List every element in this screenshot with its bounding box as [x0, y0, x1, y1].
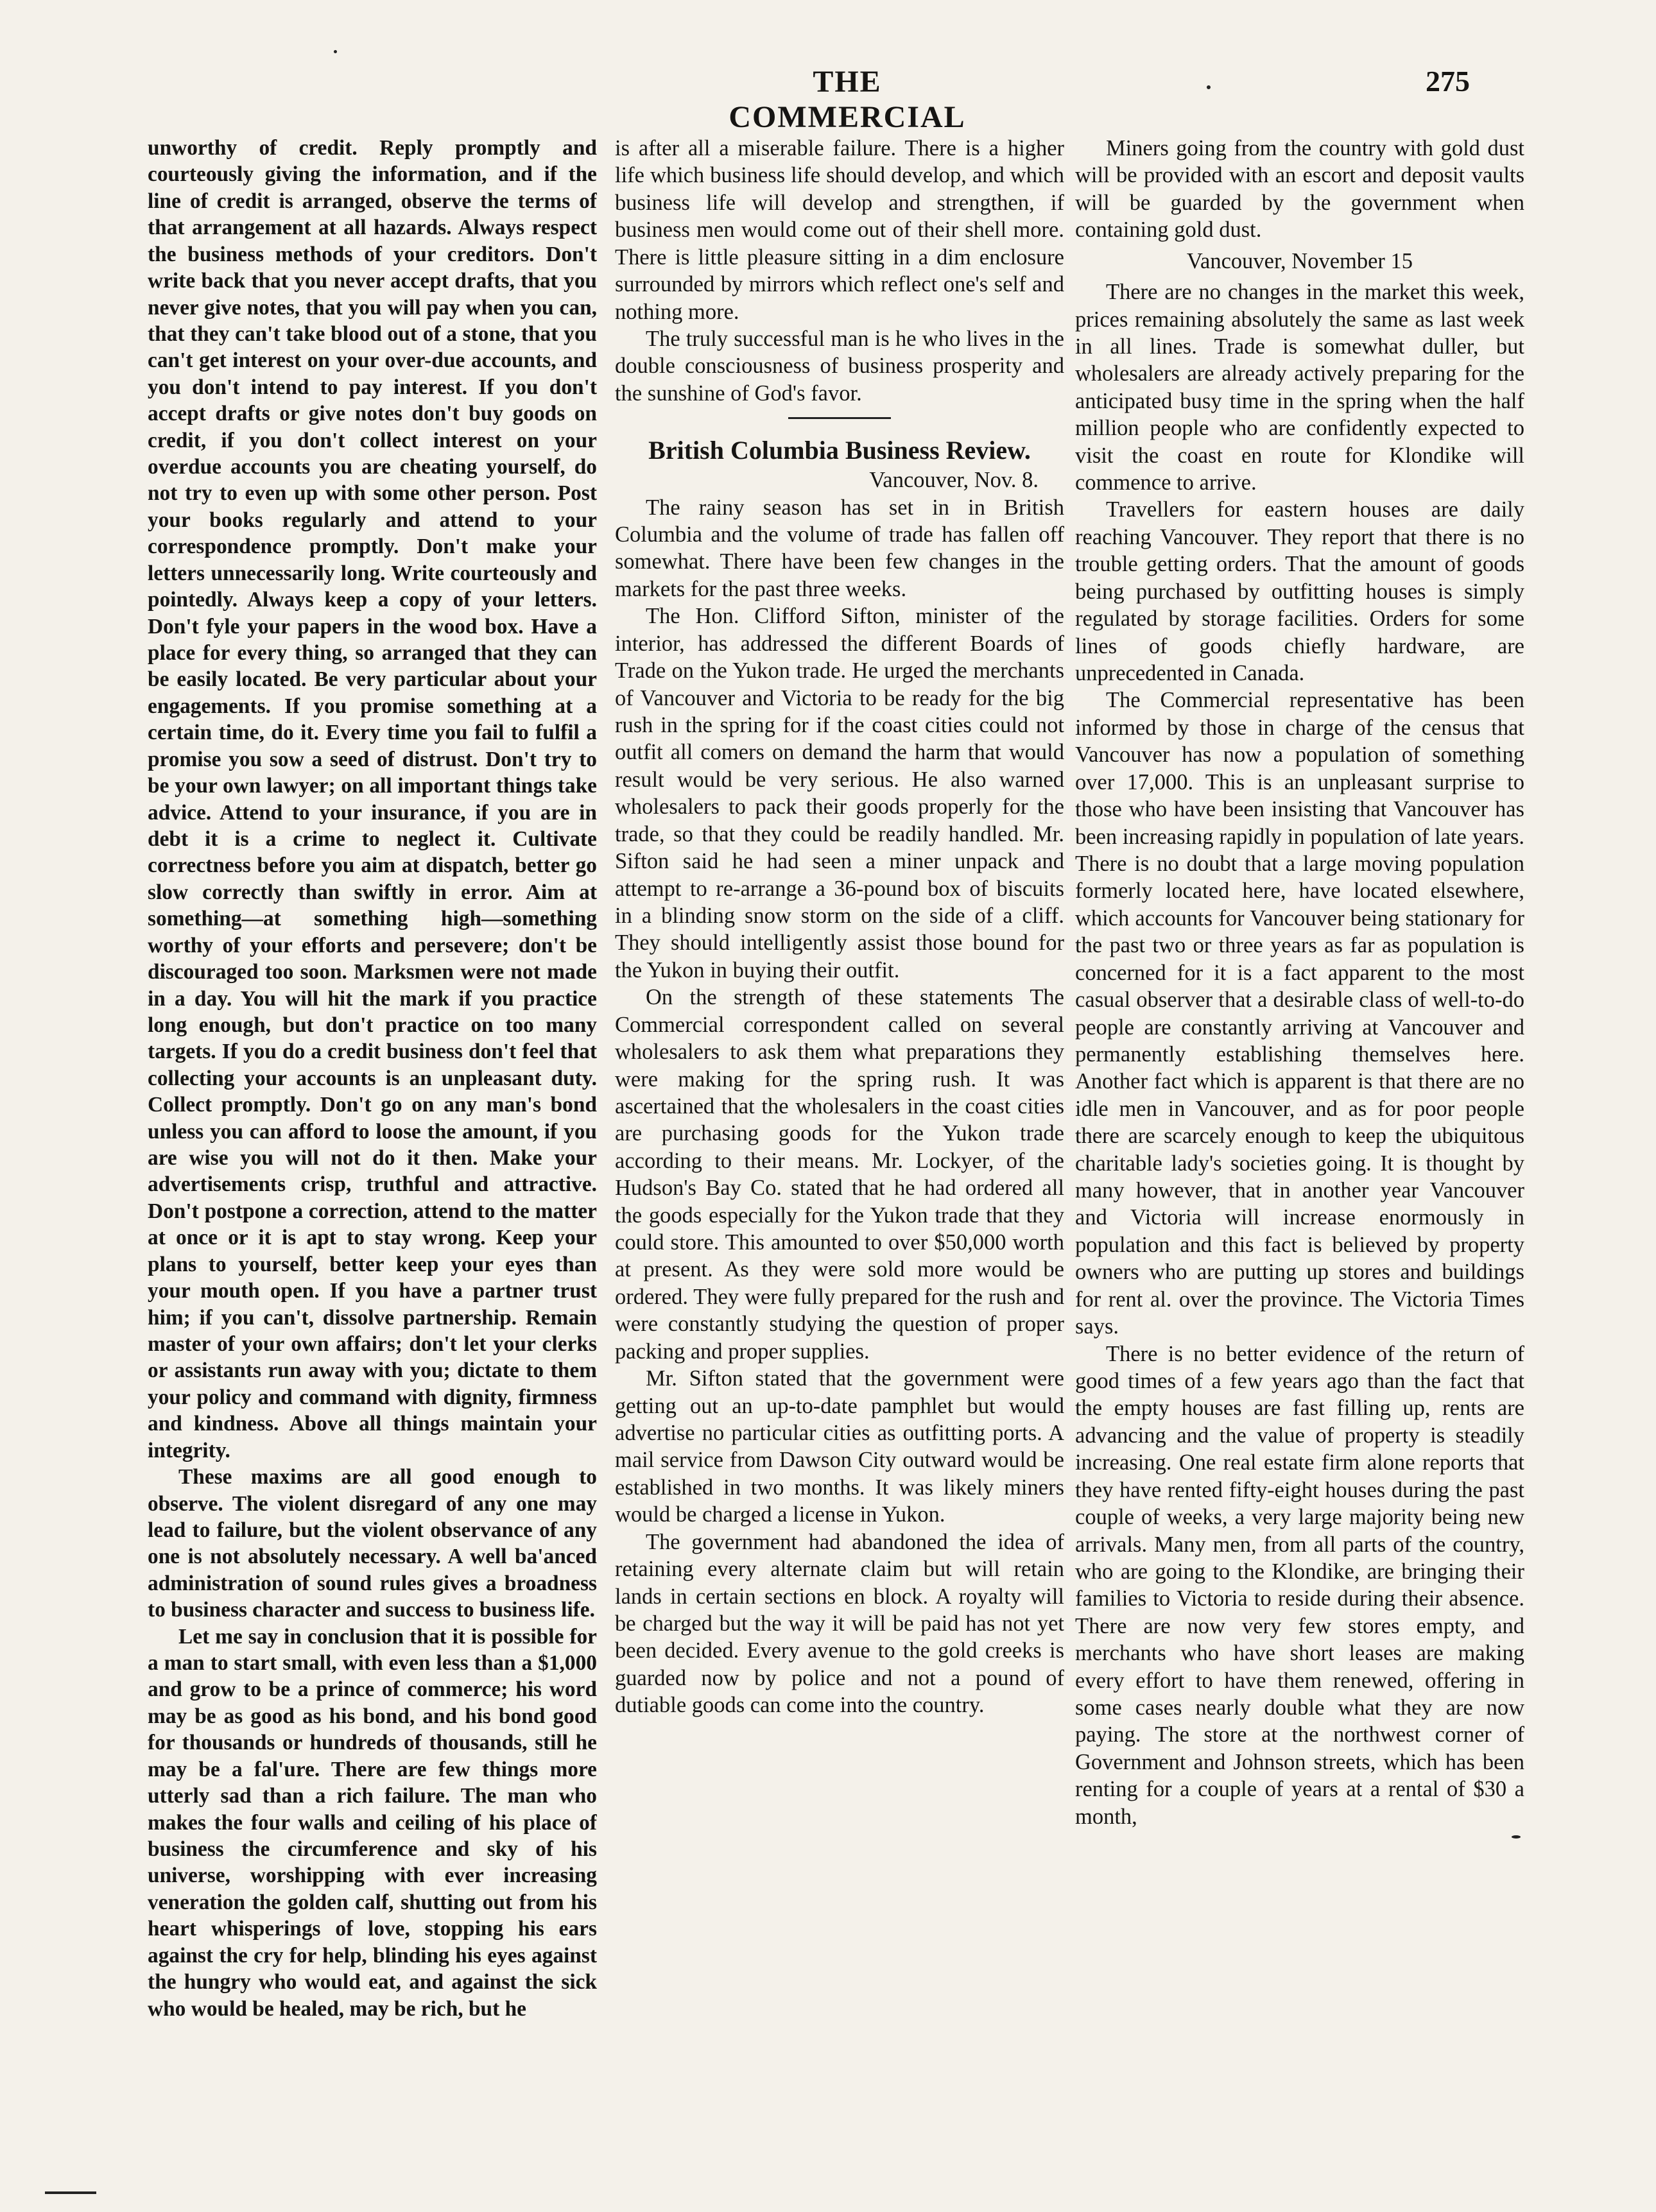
ink-speck: [1207, 85, 1211, 89]
paragraph: The government had abandoned the idea of retaining every alternate claim but will retain lands in certain sections en block. A royalty will be charged but the way it will be paid has not yet been decided. Every avenue to the gold creeks is guarded now by police and not a pound of dutiable goods can come into the country.: [615, 1529, 1064, 1718]
page-header: [0, 0, 1656, 134]
paragraph: The Hon. Clifford Sifton, minister of the interior, has addressed the different Boards of Trade on the Yukon trade. He urged the merchants of Vancouver and Victoria to be ready for the big rush in the spring for if the coast cities could not outfit all comers on demand the harm that would result would be very serious. He also warned wholesalers to pack their goods properly for the trade, so that they could be readily handled. Mr. Sifton said he had seen a miner unpack and attempt to re-arrange a 36-pound box of biscuits in a blinding snow storm on the side of a cliff. They should intelligently assist those bound for the Yukon in buying their outfit.: [615, 604, 1064, 982]
page-number: 275: [1426, 65, 1470, 98]
article-dateline: Vancouver, November 15: [1186, 248, 1413, 273]
paragraph: These maxims are all good enough to observe. The violent disregard of any one may lead to failure, but the violent observance of any one is not absolutely necessary. A well ba'anced administration of sound rules gives a broadness to business character and success to business life.: [148, 1465, 597, 1622]
paragraph: The Commercial representative has been informed by those in charge of the census that Vancouver has now a population of something over 17,000. This is an unpleasant surprise to those who have been insisting that Vancouver has been increasing rapidly in population of late years. There is no doubt that a large moving population formerly located here, have located elsewhere, which accounts for Vancouver being stationary for the past two or three years as far as population is concerned for it is a fact apparent to the most casual observer that a desirable class of well-to-do people are constantly arriving at Vancouver and permanently establishing themselves here. Another fact which is apparent is that there are no idle men in Vancouver, and as for poor people there are scarcely enough to keep the ubiquitous charitable lady's societies going. It is thought by many however, that in another year Vancouver and Victoria will increase enormously in population and this fact is believed by property owners who are putting up stores and buildings for rent al. over the province. The Victoria Times says.: [1075, 688, 1524, 1339]
paragraph: Travellers for eastern houses are daily reaching Vancouver. They report that there is no trouble getting orders. That the amount of goods being purchased by outfitting houses is simply regulated by storage facilities. Orders for some lines of goods chiefly hardware, are unprecedented in Canada.: [1075, 497, 1524, 686]
article-dateline: Vancouver, Nov. 8.: [869, 468, 1039, 493]
paragraph: There is no better evidence of the return of good times of a few years ago than the fact that the empty houses are fast filling up, rents are advancing and the value of property is steadily increasing. One real estate firm alone reports that they have rented fifty-eight houses during the past couple of weeks, a very large majority being new arrivals. Many men, from all parts of the country, who are going to the Klondike, are bringing their families to Victoria to reside during their absence. There are now very few stores empty, and merchants who have short leases are making every effort to have them renewed, offering in some cases nearly double what they are now paying. The store at the northwest corner of Government and Johnson streets, which has been renting for a couple of years at a rental of $30 a month,: [1075, 1341, 1524, 1829]
paragraph: Miners going from the country with gold dust will be provided with an escort and deposit vaults will be guarded by the government when containing gold dust.: [1075, 136, 1524, 243]
publication-title: THE COMMERCIAL: [729, 65, 966, 134]
section-divider: [788, 417, 891, 419]
column-middle: [615, 135, 1064, 2073]
paragraph: is after all a miserable failure. There is a higher life which business life should develop, and which business life will develop and strengthen, if business men would come out of their shell more. There is little pleasure sitting in a dim enclosure surrounded by mirrors which reflect one's self and nothing more.: [615, 136, 1064, 324]
paragraph: The rainy season has set in in British Columbia and the volume of trade has fallen off somewhat. There have been few changes in the markets for the past three weeks.: [615, 495, 1064, 601]
paragraph: Mr. Sifton stated that the government were getting out an up-to-date pamphlet but would advertise no particular cities as outfitting ports. A mail service from Dawson City outward would be established in two months. It was likely miners would be charged a license in Yukon.: [615, 1366, 1064, 1527]
ink-speck: [334, 50, 337, 53]
margin-mark: [45, 2191, 96, 2194]
paragraph: There are no changes in the market this week, prices remaining absolutely the same as last week in all lines. Trade is somewhat duller, but wholesalers are already actively preparing for the anticipated busy time in the spring when the half million people who are confidently expected to visit the coast en route for Klondike will commence to arrive.: [1075, 280, 1524, 495]
column-left: [148, 135, 597, 2073]
paragraph: unworthy of credit. Reply promptly and courteously giving the information, and if the line of credit is arranged, observe the terms of that arrangement at all hazards. Always respect the business methods of your creditors. Don't write back that you never accept drafts, that you never give notes, that you will pay when you can, that they can't take blood out of a stone, that you can't get interest on your over-due accounts, and you don't intend to pay interest. If you don't accept drafts or give notes don't buy goods on credit, if you don't collect interest on your overdue accounts you are cheating yourself, do not try to even up with some other person. Post your books regularly and attend to your correspondence promptly. Don't make your letters unnecessarily long. Write courteously and pointedly. Always keep a copy of your letters. Don't fyle your papers in the wood box. Have a place for every thing, so arranged that they can be easily located. Be very particular about your engagements. If you promise something at a certain time, do it. Every time you fail to fulfil a promise you sow a seed of distrust. Don't try to be your own lawyer; on all important things take advice. Attend to your insurance, if you are in debt it is a crime to neglect it. Cultivate correctness before you aim at dispatch, better go slow correctly than swiftly in error. Aim at something—at something high—something worthy of your efforts and persevere; don't be discouraged too soon. Marksmen were not made in a day. You will hit the mark if you practice long enough, but don't practice on too many targets. If you do a credit business don't feel that collecting your accounts is an unpleasant duty. Collect promptly. Don't go on any man's bond unless you can afford to loose the amount, if you are wise you will not do it then. Make your advertisements crisp, truthful and attractive. Don't postpone a correction, attend to the matter at once or it is apt to stay wrong. Keep your plans to yourself, better keep your eyes than your mouth open. If you have a partner trust him; if you can't, dissolve partnership. Remain master of your own affairs; don't let your clerks or assistants run away with you; dictate to them your policy and command with dignity, firmness and kindness. Above all things maintain your integrity.: [148, 136, 597, 1462]
paragraph: Let me say in conclusion that it is possible for a man to start small, with even less than a $1,000 and grow to be a prince of commerce; his word may be as good as his bond, and his bond good for thousands or hundreds of thousands, still he may be a fal'ure. There are few things more utterly sad than a rich failure. The man who makes the four walls and ceiling of his place of business the circumference and sky of his universe, worshipping with ever increasing veneration the golden calf, shutting out from his heart whisperings of love, stopping his ears against the cry for help, blinding his eyes against the hungry who would eat, and against the sick who would be healed, may be rich, but he: [148, 1624, 597, 2021]
article-headline: British Columbia Business Review.: [648, 436, 1031, 465]
paragraph: On the strength of these statements The Commercial correspondent called on several wholesalers to ask them what preparations they were making for the spring rush. It was ascertained that the wholesalers in the coast cities are purchasing goods for the Yukon trade according to their means. Mr. Lockyer, of the Hudson's Bay Co. stated that he had ordered all the goods especially for the Yukon trade that they could store. This amounted to over $50,000 worth at present. As they were sold more would be ordered. They were fully prepared for the rush and were constantly studying the question of proper packing and proper supplies.: [615, 985, 1064, 1364]
column-right: [1075, 135, 1524, 2073]
paragraph: The truly successful man is he who lives in the double consciousness of business prosperity and the sunshine of God's favor.: [615, 326, 1064, 406]
